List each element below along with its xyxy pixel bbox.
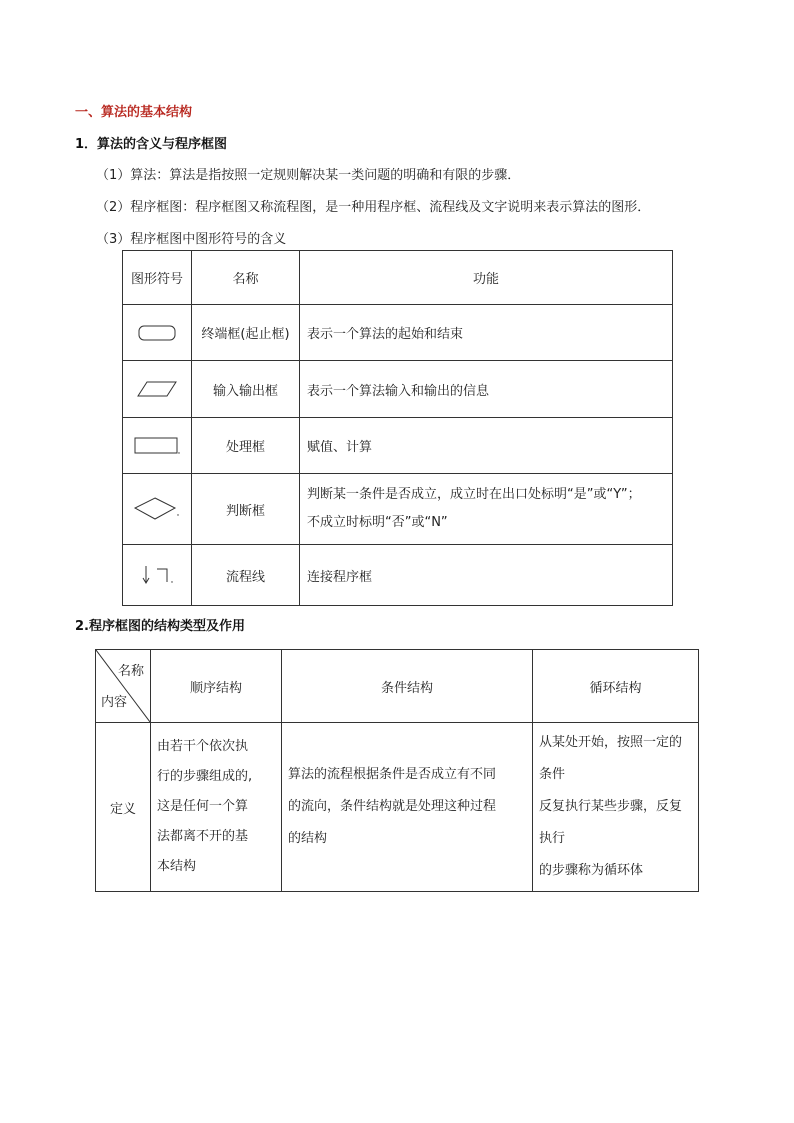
- text-line: 从某处开始，按照一定的条件: [539, 735, 683, 782]
- table-header-row: [96, 650, 699, 723]
- table-row: [123, 305, 673, 361]
- corner-top-label: 名称: [117, 664, 144, 679]
- header-loop: 循环结构: [533, 650, 699, 723]
- text-line: 的流向，条件结构就是处理这种过程: [288, 799, 497, 814]
- row-label: 定义: [96, 723, 151, 892]
- flowline-icon: [137, 563, 177, 587]
- paragraph-algorithm: （1）算法：算法是指按照一定规则解决某一类问题的明确和有限的步骤．: [96, 168, 521, 183]
- section-title: 一、算法的基本结构: [75, 105, 193, 120]
- header-name: 名称: [192, 251, 300, 305]
- row-function: 赋值、计算: [300, 418, 673, 474]
- paragraph-flowchart: （2）程序框图：程序框图又称流程图，是一种用程序框、流程线及文字说明来表示算法的图形．: [96, 200, 651, 215]
- section2-title: 2.程序框图的结构类型及作用: [75, 619, 245, 634]
- header-function: 功能: [300, 251, 673, 305]
- io-icon: [135, 379, 179, 399]
- row-function: 表示一个算法的起始和结束: [300, 305, 673, 361]
- text-line: 这是任何一个算: [157, 799, 249, 814]
- corner-cell: [96, 650, 151, 723]
- row-name: 处理框: [192, 418, 300, 474]
- table-row: [123, 545, 673, 606]
- row-name: 判断框: [192, 474, 300, 545]
- header-symbol: 图形符号: [123, 251, 192, 305]
- paragraph-symbols: （3）程序框图中图形符号的含义: [96, 232, 287, 247]
- row-name: 终端框(起止框): [192, 305, 300, 361]
- loop-definition: [533, 723, 699, 892]
- text-line: 算法的流程根据条件是否成立有不同: [288, 767, 497, 782]
- structure-table: [95, 649, 699, 892]
- header-sequence: 顺序结构: [151, 650, 282, 723]
- text-line: 由若干个依次执: [157, 739, 249, 754]
- corner-bottom-label: 内容: [101, 695, 128, 710]
- row-function: 表示一个算法输入和输出的信息: [300, 361, 673, 418]
- function-line: 不成立时标明“否”或“N”: [307, 515, 448, 530]
- table-row: [123, 418, 673, 474]
- condition-definition: [282, 723, 533, 892]
- symbol-table: [122, 250, 673, 606]
- decision-icon: [133, 495, 181, 523]
- text-line: 的步骤称为循环体: [539, 863, 644, 878]
- row-function: [300, 474, 673, 545]
- text-line: 本结构: [157, 859, 197, 874]
- text-line: 行的步骤组成的,: [157, 769, 253, 784]
- row-name: 输入输出框: [192, 361, 300, 418]
- table-row: [123, 474, 673, 545]
- subsection-title: 1．算法的含义与程序框图: [75, 137, 228, 152]
- process-icon: [133, 436, 181, 456]
- header-condition: 条件结构: [282, 650, 533, 723]
- table-row: [123, 361, 673, 418]
- row-function: 连接程序框: [300, 545, 673, 606]
- function-line: 判断某一条件是否成立，成立时在出口处标明“是”或“Y”；: [307, 487, 641, 502]
- sequence-definition: [151, 723, 282, 892]
- text-line: 法都离不开的基: [157, 829, 249, 844]
- table-row: [96, 723, 699, 892]
- text-line: 的结构: [288, 831, 328, 846]
- text-line: 反复执行某些步骤，反复执行: [539, 799, 683, 846]
- terminal-icon: [137, 324, 177, 342]
- table-header-row: [123, 251, 673, 305]
- row-name: 流程线: [192, 545, 300, 606]
